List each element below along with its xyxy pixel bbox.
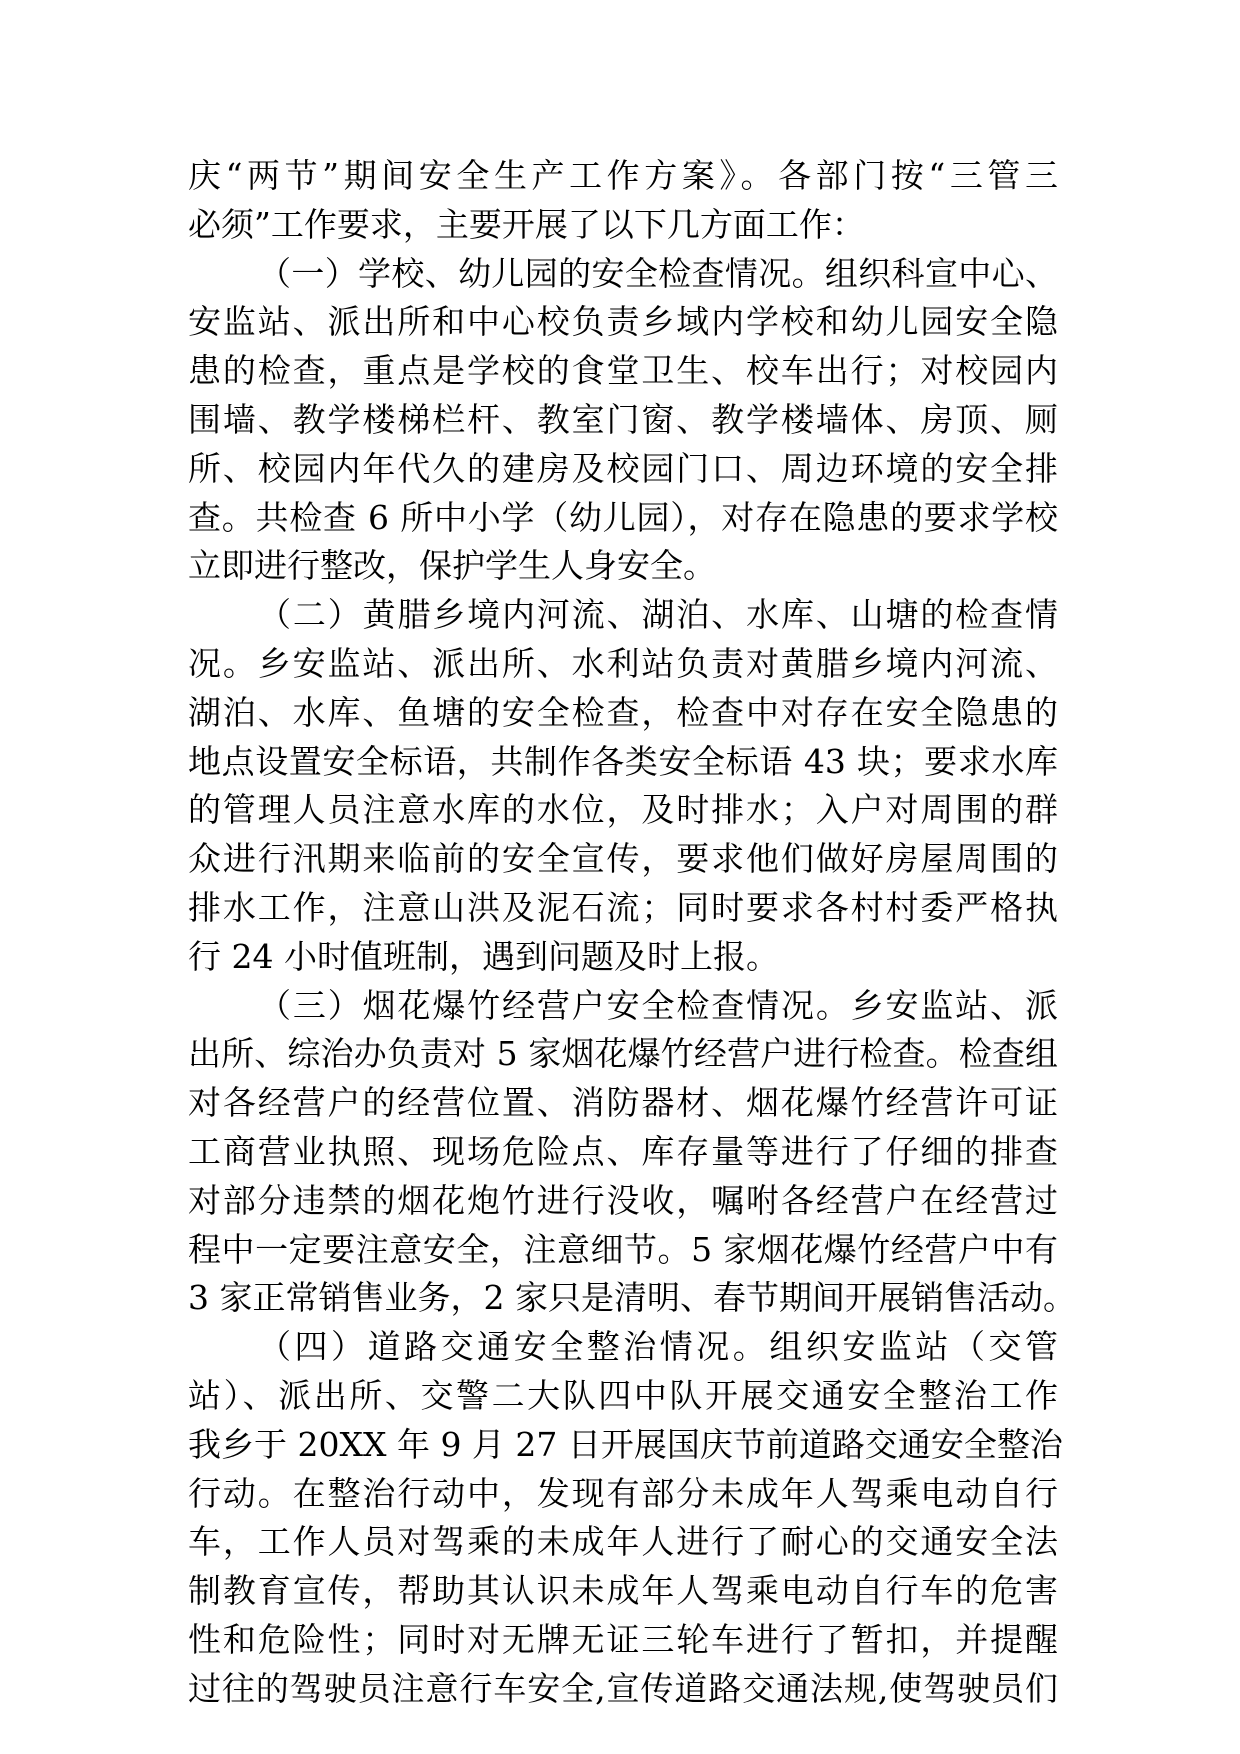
text-line: 地点设置安全标语，共制作各类安全标语 43 块；要求水库 <box>188 741 1058 781</box>
text-line: 众进行汛期来临前的安全宣传，要求他们做好房屋周围的 <box>188 839 1058 879</box>
text-line: 湖泊、水库、鱼塘的安全检查，检查中对存在安全隐患的 <box>188 692 1058 732</box>
text-line: 工商营业执照、现场危险点、库存量等进行了仔细的排查 <box>188 1131 1058 1171</box>
paragraph-first-line: （一）学校、幼儿园的安全检查情况。组织科宣中心、 <box>258 253 1058 293</box>
text-line: 况。乡安监站、派出所、水利站负责对黄腊乡境内河流、 <box>188 643 1058 683</box>
text-line: 站）、派出所、交警二大队四中队开展交通安全整治工作 <box>188 1375 1058 1415</box>
text-line: 性和危险性；同时对无牌无证三轮车进行了暂扣，并提醒 <box>188 1619 1058 1659</box>
text-line: 所、校园内年代久的建房及校园门口、周边环境的安全排 <box>188 448 1058 488</box>
text-line: 对部分违禁的烟花炮竹进行没收，嘱咐各经营户在经营过 <box>188 1180 1058 1220</box>
text-line: 的管理人员注意水库的水位，及时排水；入户对周围的群 <box>188 790 1058 830</box>
text-line: 必须”工作要求，主要开展了以下几方面工作： <box>188 204 865 244</box>
text-line: 程中一定要注意安全，注意细节。5 家烟花爆竹经营户中有 <box>188 1229 1058 1269</box>
paragraph-first-line: （二）黄腊乡境内河流、湖泊、水库、山塘的检查情 <box>258 595 1058 635</box>
text-line: 出所、综治办负责对 5 家烟花爆竹经营户进行检查。检查组 <box>188 1034 1058 1074</box>
text-line: 围墙、教学楼梯栏杆、教室门窗、教学楼墙体、房顶、厕 <box>188 399 1058 439</box>
text-line: 制教育宣传，帮助其认识未成年人驾乘电动自行车的危害 <box>188 1571 1058 1611</box>
text-line: 行动。在整治行动中，发现有部分未成年人驾乘电动自行 <box>188 1473 1058 1513</box>
text-line: 患的检查，重点是学校的食堂卫生、校车出行；对校园内 <box>188 351 1058 391</box>
text-line: 立即进行整改，保护学生人身安全。 <box>188 546 716 586</box>
paragraph-first-line: （四）道路交通安全整治情况。组织安监站（交管 <box>258 1327 1058 1367</box>
document-body <box>188 152 1076 1714</box>
text-line: 排水工作，注意山洪及泥石流；同时要求各村村委严格执 <box>188 887 1058 927</box>
text-line: 查。共检查 6 所中小学（幼儿园），对存在隐患的要求学校 <box>188 497 1058 537</box>
paragraph-first-line: （三）烟花爆竹经营户安全检查情况。乡安监站、派 <box>258 985 1058 1025</box>
text-line: 车，工作人员对驾乘的未成年人进行了耐心的交通安全法 <box>188 1522 1058 1562</box>
text-line: 对各经营户的经营位置、消防器材、烟花爆竹经营许可证 <box>188 1083 1058 1123</box>
text-line: 行 24 小时值班制，遇到问题及时上报。 <box>188 936 779 976</box>
text-line: 3 家正常销售业务，2 家只是清明、春节期间开展销售活动。 <box>188 1278 1076 1318</box>
text-line: 过往的驾驶员注意行车安全,宣传道路交通法规,使驾驶员们 <box>188 1668 1058 1708</box>
text-line: 我乡于 20XX 年 9 月 27 日开展国庆节前道路交通安全整治 <box>188 1424 1063 1464</box>
text-line: 安监站、派出所和中心校负责乡域内学校和幼儿园安全隐 <box>188 302 1058 342</box>
text-line: 庆“两节”期间安全生产工作方案》。各部门按“三管三 <box>188 156 1058 195</box>
